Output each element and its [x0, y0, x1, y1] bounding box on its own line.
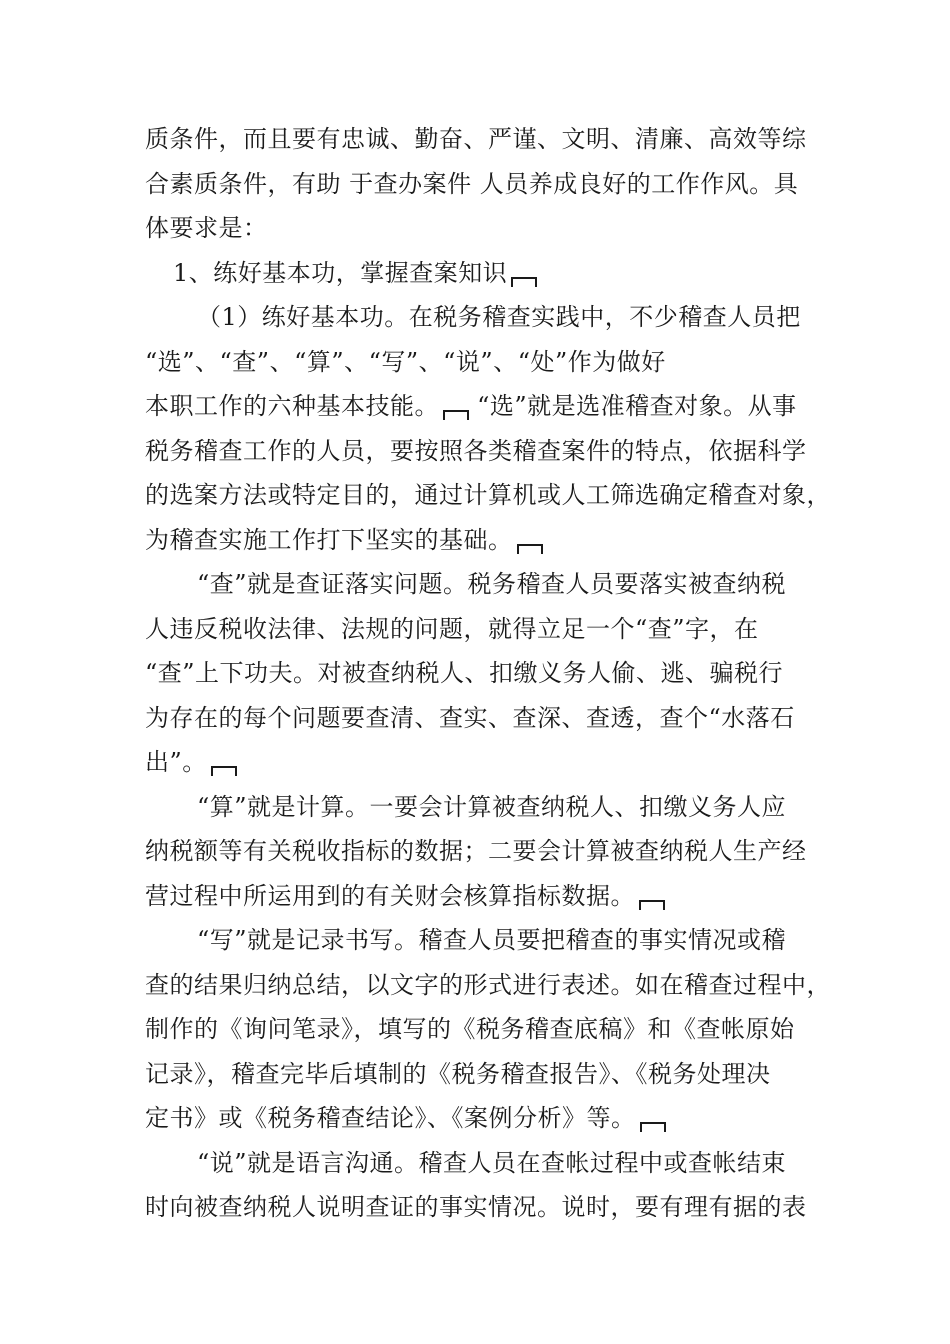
text-line: 为稽查实施工作打下坚实的基础。 — [145, 518, 810, 563]
text-line: 人违反税收法律、法规的问题，就得立足一个“查”字，在 — [145, 614, 759, 643]
text-line: “查”上下功夫。对被查纳税人、扣缴义务人偷、逃、骗税行 — [145, 659, 784, 687]
text-line: 合素质条件，有助 于查办案件 人员养成良好的工作作风。具 — [145, 169, 799, 198]
text-line: 纳税额等有关税收指标的数据；二要会计算被查纳税人生产经 — [145, 837, 807, 865]
text-line: “算”就是计算。一要会计算被查纳税人、扣缴义务人应 — [197, 792, 787, 821]
text-line: 制作的《询问笔录》，填写的《税务稽查底稿》和《查帐原始 — [145, 1015, 795, 1043]
document-body — [145, 117, 831, 1230]
text-line: 时向被查纳税人说明查证的事实情况。说时，要有理有据的表 — [145, 1193, 807, 1221]
paragraph-mark-icon — [211, 766, 237, 776]
section-heading: 1、练好基本功，掌握查案知识 — [145, 251, 810, 296]
text-line: 为存在的每个问题要查清、查实、查深、查透，查个“水落石 — [145, 703, 795, 732]
text-line: 记录》，稽查完毕后填制的《税务稽查报告》、《税务处理决 — [145, 1059, 771, 1088]
text-line: 营过程中所运用到的有关财会核算指标数据。 — [145, 874, 810, 919]
paragraph-mark-icon — [517, 544, 543, 554]
text-line: 定书》或《税务稽查结论》、《案例分析》等。 — [145, 1096, 810, 1141]
text-line: 本职工作的六种基本技能。 “选”就是选准稽查对象。从事 — [145, 392, 797, 420]
text-line: “选”、“查”、“算”、“写”、“说”、“处”作为做好 — [145, 347, 666, 376]
text-line: 出”。 — [145, 740, 810, 785]
text-line: 的选案方法或特定目的，通过计算机或人工筛选确定稽查对象， — [145, 481, 831, 509]
paragraph-mark-icon — [640, 1122, 666, 1132]
text-line: “说”就是语言沟通。稽查人员在查帐过程中或查帐结束 — [197, 1148, 787, 1177]
text-line: 质条件，而且要有忠诚、勤奋、严谨、文明、清廉、高效等综 — [145, 125, 807, 153]
paragraph-mark-icon — [511, 277, 537, 287]
text-line: 查的结果归纳总结，以文字的形式进行表述。如在稽查过程中， — [145, 970, 831, 999]
text-line: 体要求是： — [145, 214, 268, 242]
paragraph-mark-icon — [443, 410, 469, 420]
text-line: （1）练好基本功。在税务稽查实践中，不少稽查人员把 — [197, 303, 801, 331]
text-line: “写”就是记录书写。稽查人员要把稽查的事实情况或稽 — [197, 926, 787, 954]
paragraph-mark-icon — [639, 900, 665, 910]
text-line: 税务稽查工作的人员，要按照各类稽查案件的特点，依据科学 — [145, 436, 807, 465]
text-line: “查”就是查证落实问题。税务稽查人员要落实被查纳税 — [197, 570, 787, 598]
